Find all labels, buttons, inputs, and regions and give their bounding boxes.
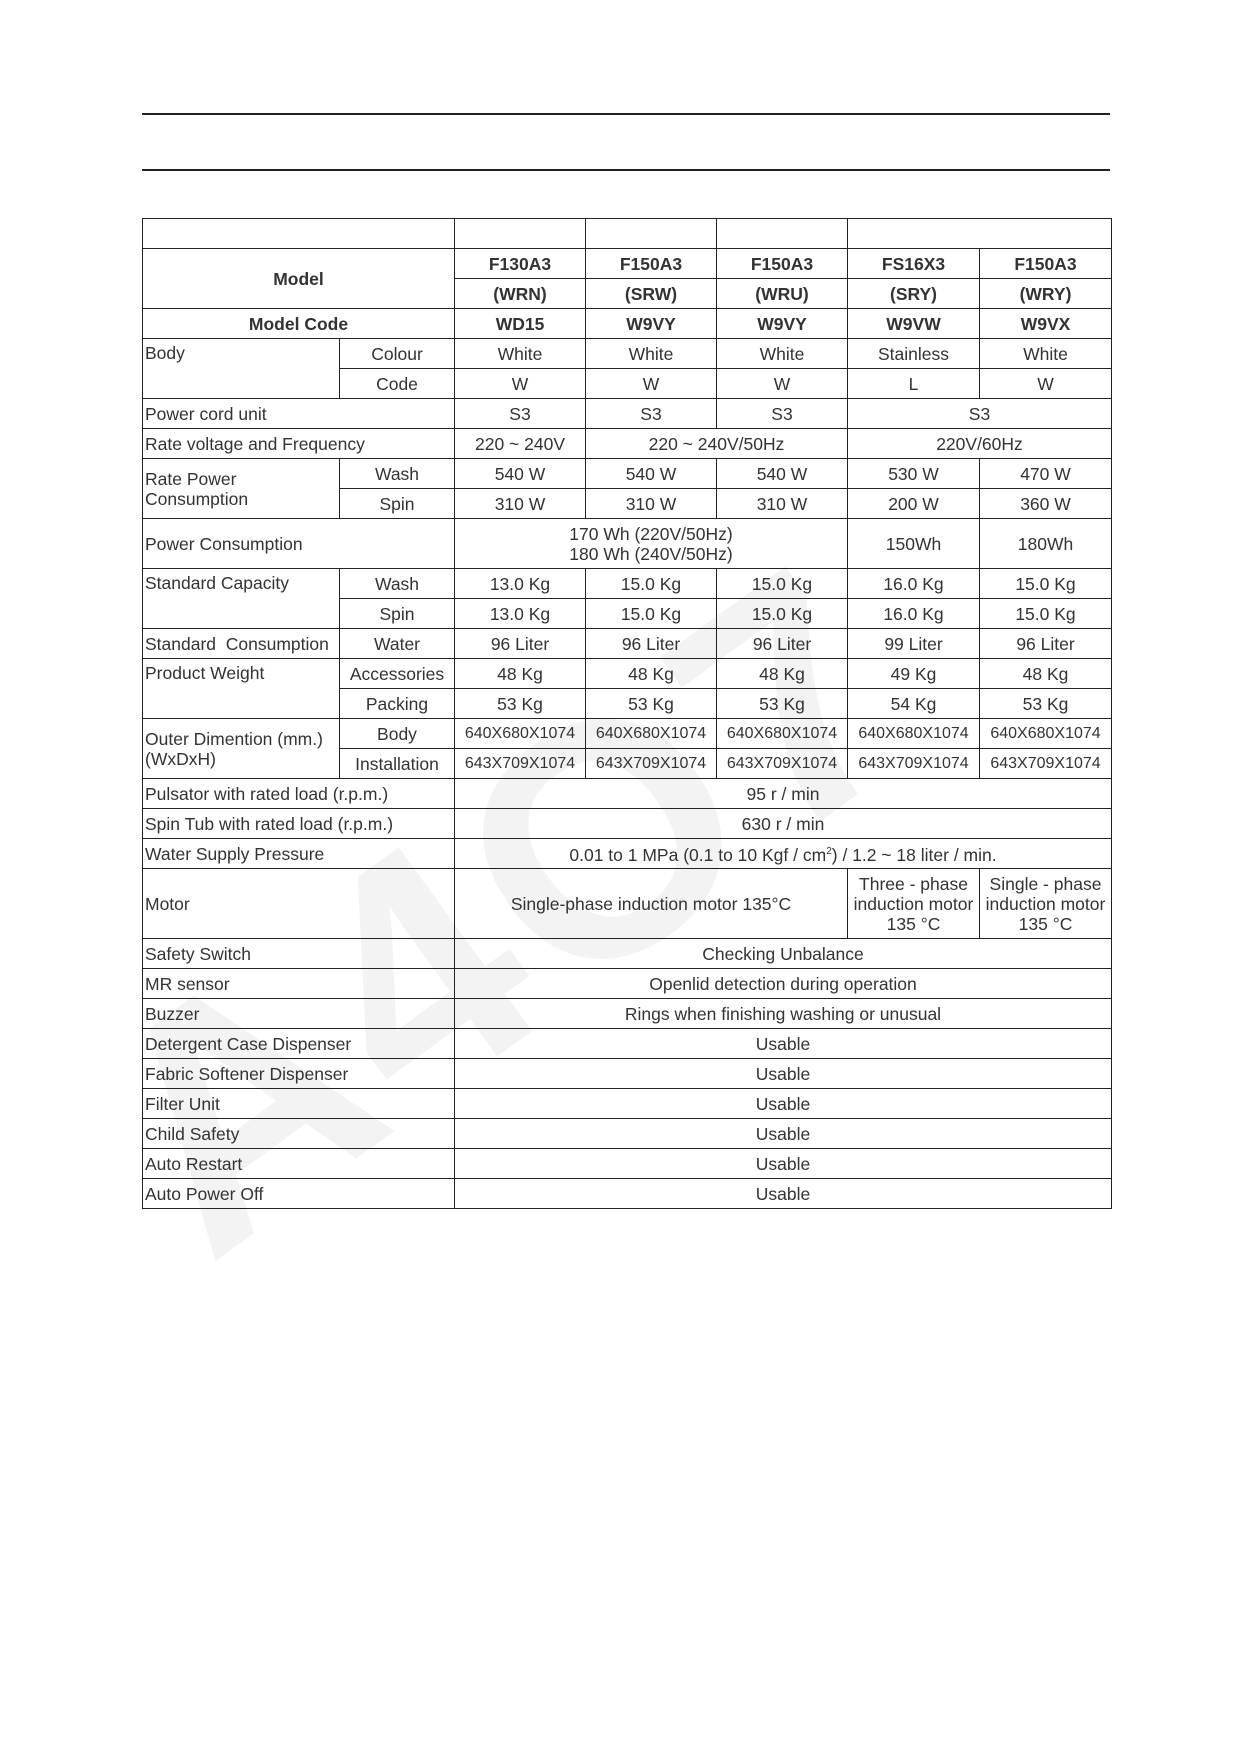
table-row-safety-switch [143, 939, 1112, 969]
model-code: W9VW [848, 309, 980, 339]
label-rate-voltage: Rate voltage and Frequency [143, 429, 455, 459]
table-cell: 150Wh [848, 519, 980, 569]
table-cell: 53 Kg [586, 689, 717, 719]
table-cell: 96 Liter [980, 629, 1112, 659]
table-cell [980, 869, 1112, 939]
table-cell: 96 Liter [586, 629, 717, 659]
table-row-rate-power-wash [143, 459, 1112, 489]
table-cell: 53 Kg [980, 689, 1112, 719]
table-cell: Openlid detection during operation [455, 969, 1112, 999]
table-cell: 180Wh [980, 519, 1112, 569]
table-row-pulsator [143, 779, 1112, 809]
label-standard-consumption: Standard Consumption [143, 629, 340, 659]
table-row-filter [143, 1089, 1112, 1119]
table-cell: 49 Kg [848, 659, 980, 689]
table-cell [848, 869, 980, 939]
label-rate-power-line1: Rate Power [145, 468, 237, 489]
table-cell: 630 r / min [455, 809, 1112, 839]
table-cell: S3 [717, 399, 848, 429]
model-name: FS16X3 [848, 249, 980, 279]
table-cell: 310 W [586, 489, 717, 519]
label-installation: Installation [340, 749, 455, 779]
label-standard-capacity: Standard Capacity [143, 569, 340, 629]
label-auto-power-off: Auto Power Off [143, 1179, 455, 1209]
model-name: F150A3 [586, 249, 717, 279]
table-row-capacity-wash [143, 569, 1112, 599]
table-cell: White [586, 339, 717, 369]
table-cell: 15.0 Kg [717, 569, 848, 599]
table-cell: L [848, 369, 980, 399]
table-row-spin-tub [143, 809, 1112, 839]
table-cell: 643X709X1074 [848, 749, 980, 779]
table-cell: 643X709X1074 [455, 749, 586, 779]
model-variant: (SRW) [586, 279, 717, 309]
motor-fs16x3-line2: induction motor [853, 893, 974, 914]
table-cell: 13.0 Kg [455, 569, 586, 599]
table-cell: S3 [586, 399, 717, 429]
table-cell: 643X709X1074 [586, 749, 717, 779]
table-row-mr-sensor [143, 969, 1112, 999]
table-row-child-safety [143, 1119, 1112, 1149]
label-mr-sensor: MR sensor [143, 969, 455, 999]
table-cell: 53 Kg [455, 689, 586, 719]
label-outer-dimension [143, 719, 340, 779]
table-cell: 640X680X1074 [717, 719, 848, 749]
table-row-power-consumption [143, 519, 1112, 569]
table-row-body-colour [143, 339, 1112, 369]
motor-fs16x3-line1: Three - phase [859, 873, 968, 894]
power-consumption-line2: 180 Wh (240V/50Hz) [569, 543, 733, 564]
label-packing: Packing [340, 689, 455, 719]
label-auto-restart: Auto Restart [143, 1149, 455, 1179]
table-cell: 200 W [848, 489, 980, 519]
table-cell: 540 W [455, 459, 586, 489]
table-cell: Checking Unbalance [455, 939, 1112, 969]
table-cell: 640X680X1074 [586, 719, 717, 749]
table-row-fabric [143, 1059, 1112, 1089]
label-filter: Filter Unit [143, 1089, 455, 1119]
water-supply-pre: 0.01 to 1 MPa (0.1 to 10 Kgf / cm [569, 844, 827, 865]
label-fabric: Fabric Softener Dispenser [143, 1059, 455, 1089]
table-cell: White [455, 339, 586, 369]
table-cell: 48 Kg [717, 659, 848, 689]
label-buzzer: Buzzer [143, 999, 455, 1029]
table-cell: 16.0 Kg [848, 569, 980, 599]
table-cell: White [980, 339, 1112, 369]
label-outer-dimension-line2: (WxDxH) [145, 748, 216, 769]
model-code: WD15 [455, 309, 586, 339]
table-row-auto-power-off [143, 1179, 1112, 1209]
table-cell: 470 W [980, 459, 1112, 489]
table-cell: S3 [848, 399, 1112, 429]
motor-wry-line2: induction motor [985, 893, 1106, 914]
label-product-weight: Product Weight [143, 659, 340, 719]
water-supply-post: ) / 1.2 ~ 18 liter / min. [831, 844, 997, 865]
label-accessories: Accessories [340, 659, 455, 689]
specification-table [142, 218, 1112, 1209]
header-rule [142, 169, 1110, 171]
table-cell: 640X680X1074 [848, 719, 980, 749]
label-power-consumption: Power Consumption [143, 519, 455, 569]
table-cell: 310 W [717, 489, 848, 519]
label-rate-power [143, 459, 340, 519]
label-water-supply: Water Supply Pressure [143, 839, 455, 869]
table-row-dim-body [143, 719, 1112, 749]
table-cell: 15.0 Kg [586, 599, 717, 629]
label-wash: Wash [340, 569, 455, 599]
label-body-dim: Body [340, 719, 455, 749]
table-cell: 640X680X1074 [455, 719, 586, 749]
table-cell: 13.0 Kg [455, 599, 586, 629]
label-model-code: Model Code [143, 309, 455, 339]
table-cell: 640X680X1074 [980, 719, 1112, 749]
label-spin: Spin [340, 599, 455, 629]
table-cell: W [586, 369, 717, 399]
water-supply-sup: 2 [826, 846, 832, 858]
table-cell: 48 Kg [586, 659, 717, 689]
table-cell: Single-phase induction motor 135°C [455, 869, 848, 939]
model-variant: (WRU) [717, 279, 848, 309]
table-cell: S3 [455, 399, 586, 429]
label-wash: Wash [340, 459, 455, 489]
label-spin: Spin [340, 489, 455, 519]
table-cell: 220V/60Hz [848, 429, 1112, 459]
table-header-blank-row [143, 219, 1112, 249]
label-pulsator: Pulsator with rated load (r.p.m.) [143, 779, 455, 809]
table-cell: W [980, 369, 1112, 399]
table-cell: Usable [455, 1089, 1112, 1119]
table-cell: 540 W [717, 459, 848, 489]
model-code: W9VY [586, 309, 717, 339]
label-code: Code [340, 369, 455, 399]
table-row-weight-accessories [143, 659, 1112, 689]
label-child-safety: Child Safety [143, 1119, 455, 1149]
table-cell: Usable [455, 1149, 1112, 1179]
label-spin-tub: Spin Tub with rated load (r.p.m.) [143, 809, 455, 839]
label-detergent: Detergent Case Dispenser [143, 1029, 455, 1059]
motor-wry-line1: Single - phase [989, 873, 1102, 894]
table-row-model [143, 249, 1112, 279]
table-row-buzzer [143, 999, 1112, 1029]
model-name: F150A3 [980, 249, 1112, 279]
motor-fs16x3-line3: 135 °C [886, 913, 941, 934]
table-cell: Rings when finishing washing or unusual [455, 999, 1112, 1029]
table-row-water-supply [143, 839, 1112, 869]
table-row-water [143, 629, 1112, 659]
table-cell: 15.0 Kg [717, 599, 848, 629]
model-variant: (SRY) [848, 279, 980, 309]
table-cell: 15.0 Kg [980, 569, 1112, 599]
model-code: W9VY [717, 309, 848, 339]
table-cell: White [717, 339, 848, 369]
motor-wry-line3: 135 °C [1018, 913, 1073, 934]
label-water: Water [340, 629, 455, 659]
label-safety-switch: Safety Switch [143, 939, 455, 969]
label-outer-dimension-line1: Outer Dimention (mm.) [145, 728, 323, 749]
table-cell: Usable [455, 1119, 1112, 1149]
top-rule [142, 113, 1110, 115]
table-cell: 643X709X1074 [717, 749, 848, 779]
table-cell: 96 Liter [717, 629, 848, 659]
table-cell: Stainless [848, 339, 980, 369]
model-variant: (WRN) [455, 279, 586, 309]
label-body: Body [143, 339, 340, 399]
model-name: F150A3 [717, 249, 848, 279]
table-row-model-code [143, 309, 1112, 339]
label-model: Model [143, 249, 455, 309]
label-colour: Colour [340, 339, 455, 369]
table-cell: Usable [455, 1029, 1112, 1059]
table-cell: 95 r / min [455, 779, 1112, 809]
table-row-power-cord [143, 399, 1112, 429]
label-power-cord: Power cord unit [143, 399, 455, 429]
label-motor: Motor [143, 869, 455, 939]
table-cell: 53 Kg [717, 689, 848, 719]
table-row-detergent [143, 1029, 1112, 1059]
table-cell: 15.0 Kg [980, 599, 1112, 629]
table-cell: 360 W [980, 489, 1112, 519]
table-cell: 16.0 Kg [848, 599, 980, 629]
label-rate-power-line2: Consumption [145, 488, 249, 509]
table-cell: 48 Kg [980, 659, 1112, 689]
table-cell: 530 W [848, 459, 980, 489]
model-variant: (WRY) [980, 279, 1112, 309]
table-cell: 48 Kg [455, 659, 586, 689]
table-cell: Usable [455, 1179, 1112, 1209]
table-cell: W [717, 369, 848, 399]
table-row-motor [143, 869, 1112, 939]
table-cell: 540 W [586, 459, 717, 489]
table-cell: 220 ~ 240V [455, 429, 586, 459]
table-row-rate-voltage [143, 429, 1112, 459]
table-cell: Usable [455, 1059, 1112, 1089]
model-code: W9VX [980, 309, 1112, 339]
table-cell [455, 519, 848, 569]
table-cell: 54 Kg [848, 689, 980, 719]
table-row-auto-restart [143, 1149, 1112, 1179]
table-cell: 643X709X1074 [980, 749, 1112, 779]
power-consumption-line1: 170 Wh (220V/50Hz) [569, 523, 733, 544]
table-cell: 220 ~ 240V/50Hz [586, 429, 848, 459]
model-name: F130A3 [455, 249, 586, 279]
table-cell: 96 Liter [455, 629, 586, 659]
table-cell: W [455, 369, 586, 399]
table-cell: 310 W [455, 489, 586, 519]
table-cell [455, 839, 1112, 869]
table-cell: 15.0 Kg [586, 569, 717, 599]
table-cell: 99 Liter [848, 629, 980, 659]
